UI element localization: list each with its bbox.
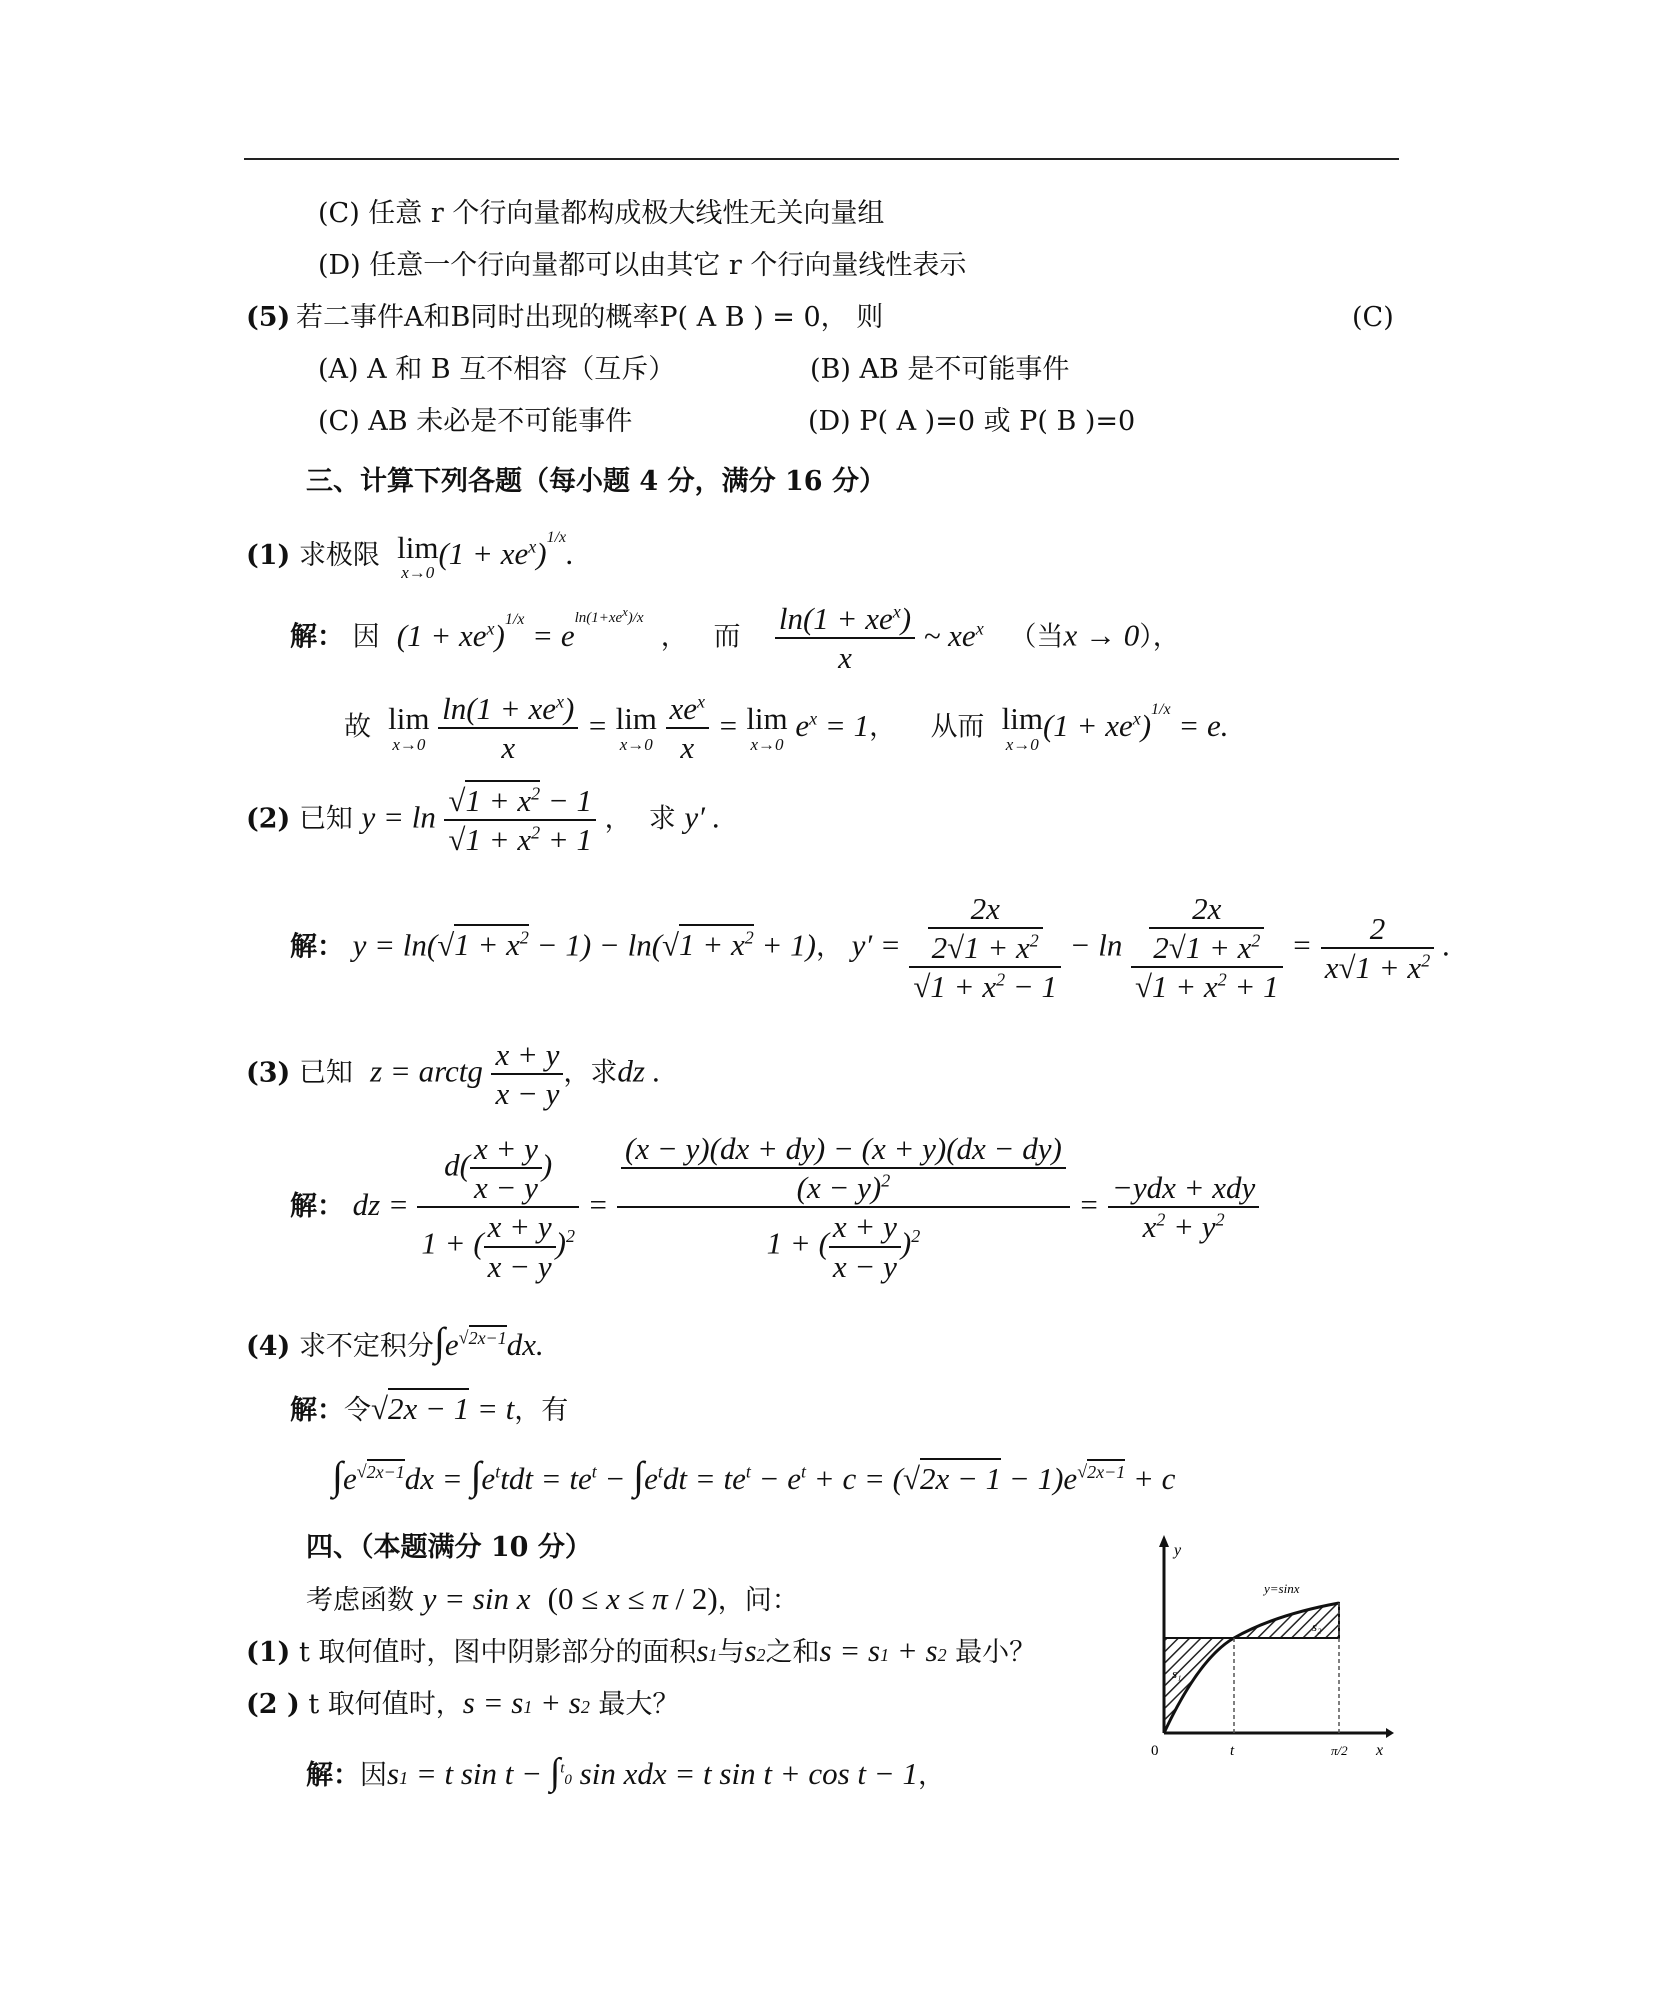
section-4-q1-number: (1) [246,1637,291,1668]
problem-1-formula: lim x→0 $(1 + xe^x)^{1/x}$. [397,529,574,583]
q5-option-b: (B) AB 是不可能事件 [810,354,1070,385]
section-4-q1-sum: 之和 [765,1637,820,1668]
section-3-title: 三、计算下列各题（每小题 4 分，满分 16 分） [306,466,886,497]
q5-option-c: (C) AB 未必是不可能事件 [318,406,633,437]
solution-1-line-2: 故 lim x→0 $\frac{\ln(1 + xe^x)}{x}$ = lim x→0 $\frac{xe^x}{x}$ = lim x→0 $e^x = 1$， 从而 lim x→0 $(1 + xe^x)^{1/x} = e$. [344,691,1229,766]
solution-4-line-2: $\int e^{√2x-1}dx = \int e^ttdt = te^t - \int e^tdt = te^t - e^t + c = (√2x - 1 - 1)e^{√2x-1} + c$ [332,1453,1176,1498]
x-axis-label: x [1376,1742,1384,1758]
solution-1-while: 而 [713,621,741,653]
option-d-prev: (D) 任意一个行向量都可以由其它 r 个行向量线性表示 [318,250,967,281]
section-4-q1-text: t 取何值时，图中阴影部分的面积 [298,1637,697,1668]
solution-2-label: 解： [290,931,344,963]
solution-3-label: 解： [290,1190,344,1222]
problem-3-text2: ，求 [563,1057,618,1089]
solution-4-line-1: 解：令√2x − 1 = t，有 [290,1390,568,1427]
q5-answer: (C) [1352,302,1394,333]
problem-1-number: (1) [246,540,291,571]
t-label: t [1230,1743,1235,1758]
problem-4-text: 求不定积分 [298,1331,434,1362]
section-4-q2-number: (2 ) [246,1689,300,1720]
problem-2-stem: (2) 已知 y = ln $\frac{√1 + x^2 - 1}{√1 + x^2 + 1}$ ， 求 y′ . [246,782,720,858]
solution-1-hence: 从而 [930,711,985,743]
solution-3: 解： dz = d( $\frac{x + y}{x - y}$ ) 1 + ( $\frac{x + y}{x - y}$ )$^2$ = $\frac{(x - y)(dx + dy) - (x + y)(dx - dy)}{(x - y)^2}$ 1 + ( $\frac{x + y}{x - y}$ )$^2$ = $\frac{\text{−ydx + xdy}}{x^2 + y^2}$ [290,1130,1259,1285]
problem-4-number: (4) [246,1331,291,1362]
problem-1-stem [246,528,574,582]
problem-2-number: (2) [246,803,291,835]
solution-1-therefore: 故 [344,711,371,743]
section-4-intro-text: 考虑函数 [306,1585,414,1616]
section-4-q2-text: t 取何值时， [308,1689,463,1720]
section-4-q2-max: 最大？ [598,1689,680,1720]
y-axis-arrow-icon [1159,1535,1169,1547]
q5-option-a: (A) A 和 B 互不相容（互斥） [318,354,676,385]
y-axis-label: y [1174,1542,1182,1559]
header-rule [244,158,1399,160]
section-4-q1-min: 最小？ [955,1637,1037,1668]
x-axis-arrow-icon [1386,1728,1394,1738]
solution-1-because: 因 [352,621,380,653]
region-s2 [1234,1603,1339,1638]
section-4-q1-and: 与 [717,1637,745,1668]
pi-half-label: π/2 [1331,1743,1348,1758]
solution-2: 解： $y = \ln(√1 + x^2 - 1) - \ln(√1 + x^2 + 1)$， y′ = $\frac{\frac{2x}{2√1 + x^2}}{√1 + x^2 - 1}$ − ln $\frac{\frac{2x}{2√1 + x^2}}{√1 + x^2 + 1}$ = $\frac{2}{x√1 + x^2}$ . [290,891,1451,1005]
s2-label: s₂ [1312,1619,1322,1634]
problem-2-text2: 求 [648,803,676,835]
section-4-intro: 考虑函数 y = sin x (0 ≤ x ≤ π / 2)，问： [306,1581,799,1616]
section-4-solution-because: 因 [360,1760,387,1791]
q5-number: (5) [246,302,291,333]
problem-1-text: 求极限 [298,540,380,571]
section-4-q2: (2 ) t 取何值时，s = s1 + s2 最大？ [246,1685,680,1720]
option-c-prev: (C) 任意 r 个行向量都构成极大线性无关向量组 [318,198,885,229]
section-4-intro-text2: ，问： [717,1585,799,1616]
section-4-q1: (1) t 取何值时，图中阴影部分的面积s1与s2之和s = s1 + s2 最小？ [246,1633,1037,1668]
problem-4-stem: (4) 求不定积分$\int e^{√2x-1}dx$. [246,1319,544,1364]
solution-1-label: 解： [290,621,344,653]
section-4-solution: 解：因s1 = t sin t − ∫$^t$0 sin xdx = t sin t + cos t − 1， [306,1751,945,1793]
sine-area-figure [1124,1533,1394,1758]
solution-1-when: （当 [1009,621,1064,653]
section-4-solution-label: 解： [306,1760,360,1791]
solution-4-label: 解： [290,1395,344,1426]
problem-3-text: 已知 [298,1057,353,1089]
solution-4-have: ，有 [514,1395,569,1426]
section-4-title: 四、（本题满分 10 分） [306,1532,592,1563]
region-s1 [1164,1638,1234,1733]
s1-label: s₁ [1172,1666,1182,1681]
solution-1-line-1: 解： 因 $(1 + xe^x)^{1/x} = e^{ln(1+xe^x)/x}$ ， 而 $\frac{\ln(1 + xe^x)}{x}$ ~ $xe^x$ （当x → 0）， [290,601,1180,676]
curve-label: y=sinx [1264,1581,1300,1596]
problem-3-stem: (3) 已知 z = arctg $\frac{x + y}{x - y}$ ，求dz . [246,1037,661,1112]
problem-2-text: 已知 [298,803,353,835]
problem-3-number: (3) [246,1057,291,1089]
origin-label: 0 [1151,1743,1159,1758]
q5-option-d: (D) P( A )=0 或 P( B )=0 [808,406,1136,437]
q5-stem: 若二事件A和B同时出现的概率P( A B ) = 0， 则 [296,302,884,333]
solution-4-let: 令 [344,1395,371,1426]
